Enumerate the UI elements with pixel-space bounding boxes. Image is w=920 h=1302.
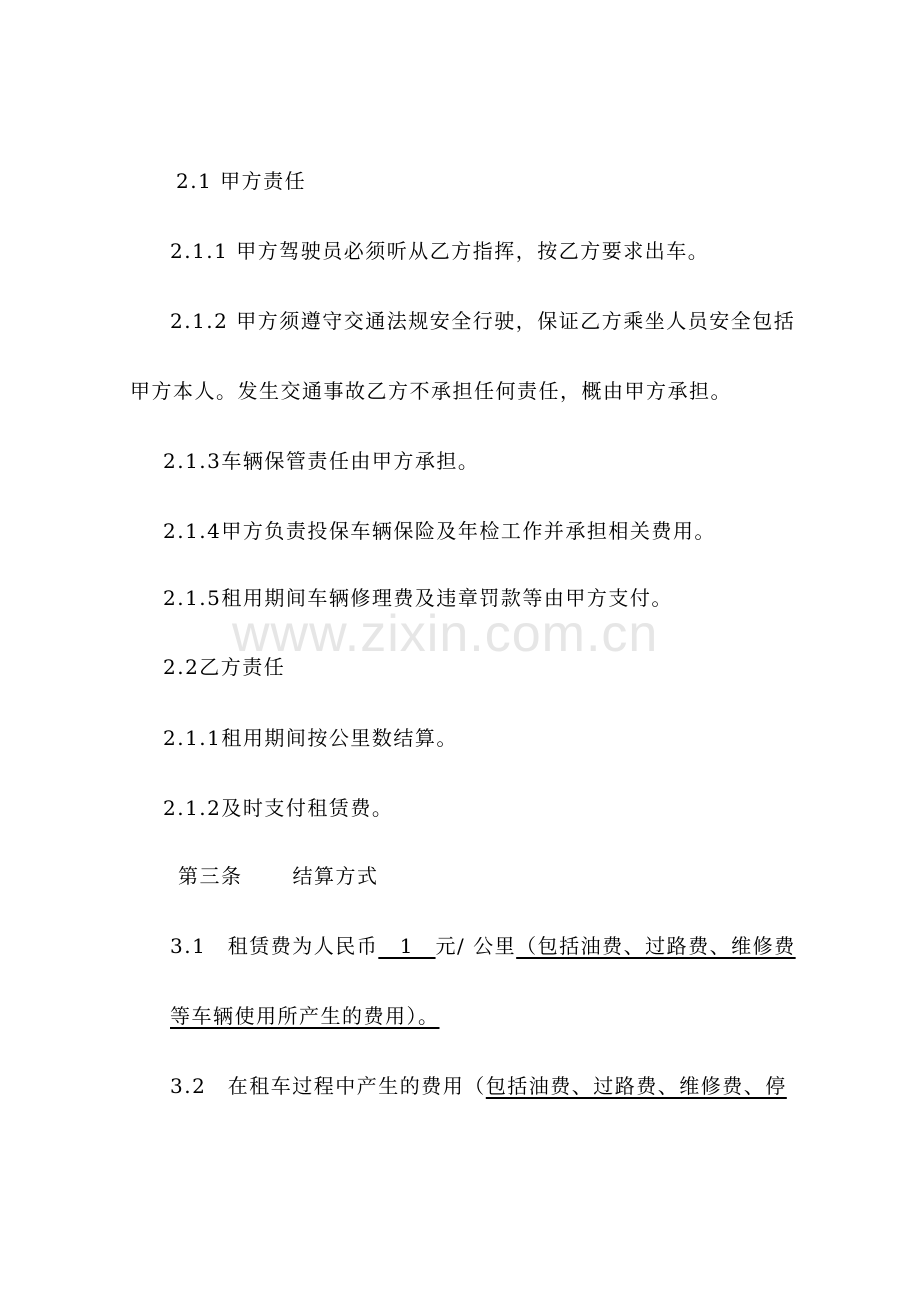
rent-amount-field: 1: [378, 934, 436, 958]
clause-2-1-1: 2.1.1 甲方驾驶员必须听从乙方指挥，按乙方要求出车。: [170, 239, 710, 263]
section-2-2-heading: 2.2乙方责任: [163, 655, 286, 679]
clause-3-1-inclusions-cont: 等车辆使用所产生的费用）。: [170, 1004, 440, 1028]
clause-3-2-line1: [170, 1073, 787, 1099]
clause-3-2-prefix: 3.2 在租车过程中产生的费用（: [170, 1074, 486, 1098]
clause-2-1-2-line1: 2.1.2 甲方须遵守交通法规安全行驶，保证乙方乘坐人员安全包括: [170, 309, 796, 333]
clause-3-1-inclusions: （包括油费、过路费、维修费: [516, 934, 796, 958]
rent-unit: 元/ 公里: [435, 934, 517, 958]
clause-2-1-4: 2.1.4甲方负责投保车辆保险及年检工作并承担相关费用。: [163, 519, 716, 543]
clause-2-1-5: 2.1.5租用期间车辆修理费及违章罚款等由甲方支付。: [163, 586, 673, 610]
clause-3-1-line2: [170, 1003, 440, 1029]
clause-3-1-line1: [170, 933, 796, 959]
article-3-heading: [178, 863, 379, 889]
article-3-number: 第三条: [178, 864, 243, 888]
clause-3-2-inclusions: 包括油费、过路费、维修费、停: [485, 1074, 787, 1098]
article-3-title: 结算方式: [292, 864, 379, 888]
clause-3-1-prefix: 3.1 租赁费为人民币: [170, 934, 379, 958]
watermark: www.zixin.com.cn: [232, 605, 659, 663]
clause-2-2-1: 2.1.1租用期间按公里数结算。: [163, 726, 458, 750]
clause-2-1-2-line2: 甲方本人。发生交通事故乙方不承担任何责任，概由甲方承担。: [130, 379, 732, 403]
clause-2-2-2: 2.1.2及时支付租赁费。: [163, 796, 394, 820]
section-2-1-heading: 2.1 甲方责任: [176, 169, 307, 193]
clause-2-1-3: 2.1.3车辆保管责任由甲方承担。: [163, 449, 480, 473]
